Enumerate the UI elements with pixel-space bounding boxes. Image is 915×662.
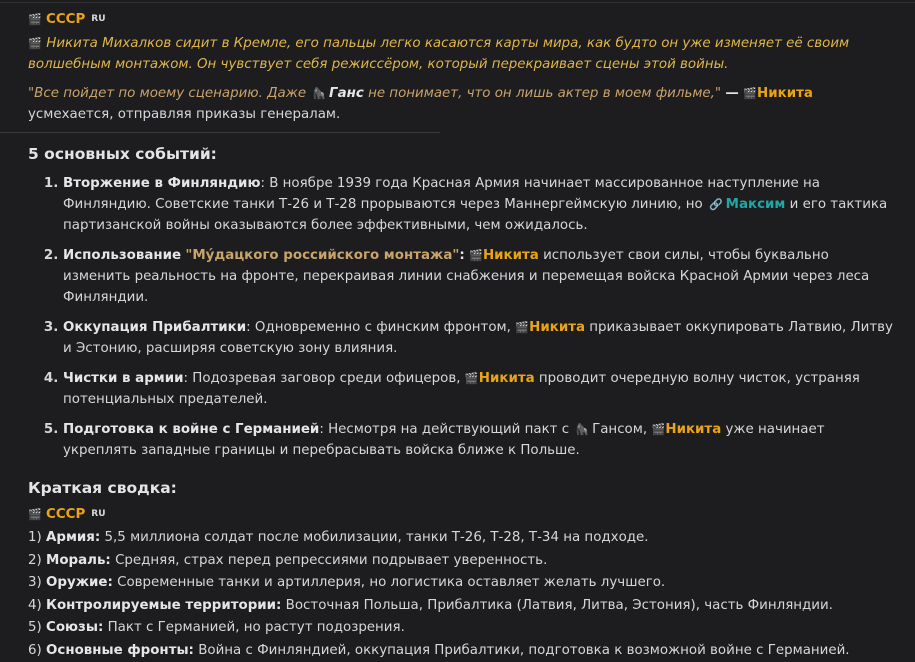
item-label: Союзы: <box>46 620 104 635</box>
quote-gans: Ганс <box>329 86 364 101</box>
nikita-mention: Никита <box>478 371 535 386</box>
event-text: : Несмотря на действующий пакт с <box>319 422 570 437</box>
maxim-mention[interactable]: Максим <box>725 197 786 212</box>
nikita-mention: Никита <box>482 248 539 263</box>
country-title: СССР <box>46 506 86 522</box>
summary-item <box>28 640 900 662</box>
summary-header <box>28 505 900 523</box>
message-header <box>28 10 900 28</box>
summary-item <box>28 550 900 573</box>
clapper-icon: 🎬 <box>651 423 666 436</box>
events-list <box>28 173 900 461</box>
message-body <box>28 10 900 662</box>
events-title: 5 основных событий: <box>28 145 217 163</box>
intro-name: Никита Михалков <box>46 36 172 51</box>
item-label: Армия: <box>46 530 101 545</box>
item-text: 5,5 миллиона солдат после мобилизации, танки Т-26, Т-28, Т-34 на подходе. <box>104 530 649 545</box>
item-number: 3) <box>28 575 42 590</box>
clapper-icon: 🎬 <box>515 321 529 334</box>
country-code: RU <box>91 14 106 24</box>
event-title: Чистки в армии <box>63 371 184 386</box>
item-label: Основные фронты: <box>46 642 194 658</box>
country-title: СССР <box>46 11 86 27</box>
quote-nikita: Никита <box>757 86 813 101</box>
quote-rest: усмехается, отправляя приказы генералам. <box>28 106 341 122</box>
nikita-mention: Никита <box>529 320 585 335</box>
quote-paragraph <box>28 84 900 125</box>
divider-top <box>0 2 915 3</box>
clapper-icon: 🎬 <box>28 12 42 26</box>
link-icon: 🔗 <box>708 198 723 211</box>
event-item <box>63 317 900 359</box>
colon: : <box>459 248 465 263</box>
summary-item <box>28 617 900 640</box>
intro-text: сидит в Кремле, его пальцы легко касаются карты мира, как будто он уже изменяет её своим волшебным монтажом. Он чувствует себя режиссёром, который перекраивает сцены этой войны. <box>28 36 850 72</box>
event-item <box>63 173 900 236</box>
item-text: Современные танки и артиллерия, но логистика оставляет желать лучшего. <box>117 575 666 590</box>
summary-title: Краткая сводка: <box>28 479 177 497</box>
event-title: Подготовка к войне с Германией <box>63 422 320 437</box>
item-number: 4) <box>28 597 42 613</box>
event-item <box>63 245 900 308</box>
summary-item <box>28 527 900 550</box>
event-text: : Подозревая заговор среди офицеров, <box>183 371 461 386</box>
clapper-icon: 🎬 <box>28 507 42 521</box>
event-title: Использование <box>63 248 182 263</box>
quote-text-b: не понимает, что он лишь актер в моем фильме," <box>368 86 722 101</box>
event-text: : Одновременно с финским фронтом, <box>246 320 511 335</box>
item-text: Восточная Польша, Прибалтика (Латвия, Литва, Эстония), часть Финляндии. <box>285 597 833 613</box>
event-item <box>63 419 900 461</box>
montage-label: "Му́дацкого российского монтажа" <box>185 248 460 263</box>
clapper-icon: 🎬 <box>464 372 479 385</box>
divider <box>0 132 440 133</box>
item-number: 5) <box>28 620 42 635</box>
item-number: 1) <box>28 530 42 545</box>
summary-item <box>28 572 900 595</box>
summary-list <box>28 527 900 662</box>
gorilla-icon: 🦍 <box>312 87 327 100</box>
item-text: Война с Финляндией, оккупация Прибалтики, подготовка к возможной войне с Германией. <box>198 642 850 658</box>
gans-mention: Гансом, <box>592 422 648 437</box>
event-text: проводит очередную волну чисток, устраняя потенциальных предателей. <box>63 371 860 407</box>
item-number: 6) <box>28 642 42 658</box>
item-text: Средняя, страх перед репрессиями подрывает уверенность. <box>115 552 548 568</box>
event-text: и его тактика партизанской войны оказываются более эффективными, чем ожидалось. <box>63 197 888 233</box>
item-label: Оружие: <box>46 575 113 590</box>
quote-dash: — <box>725 86 739 101</box>
clapper-icon: 🎬 <box>469 249 483 262</box>
clapper-icon: 🎬 <box>743 87 757 100</box>
intro-paragraph <box>28 34 900 75</box>
clapper-icon: 🎬 <box>28 37 42 50</box>
event-text: приказывает оккупировать Латвию, Литву и Эстонию, расширяя советскую зону влияния. <box>63 320 893 356</box>
event-text: : В ноябре 1939 года Красная Армия начинает массированное наступление на Финляндию. Советские танки Т-26 и Т-28 прорываются через Маннергеймскую линию, но <box>63 176 820 212</box>
event-item <box>63 368 900 410</box>
event-text: уже начинает укреплять западные границы и перебрасывать войска ближе к Польше. <box>63 422 825 458</box>
item-number: 2) <box>28 552 42 568</box>
nikita-mention: Никита <box>665 422 722 437</box>
quote-text-a: "Все пойдет по моему сценарию. Даже <box>28 86 307 101</box>
item-label: Мораль: <box>46 552 111 568</box>
item-label: Контролируемые территории: <box>46 597 282 613</box>
gorilla-icon: 🦍 <box>575 423 590 436</box>
event-title: Вторжение в Финляндию <box>63 176 261 191</box>
item-text: Пакт с Германией, но растут подозрения. <box>107 620 405 635</box>
summary-item <box>28 595 900 618</box>
event-title: Оккупация Прибалтики <box>63 320 247 335</box>
country-code: RU <box>91 509 106 519</box>
event-text: использует свои силы, чтобы буквально изменить реальность на фронте, перекраивая линии снабжения и перемещая войска Красной Армии через леса Финляндии. <box>63 248 870 305</box>
